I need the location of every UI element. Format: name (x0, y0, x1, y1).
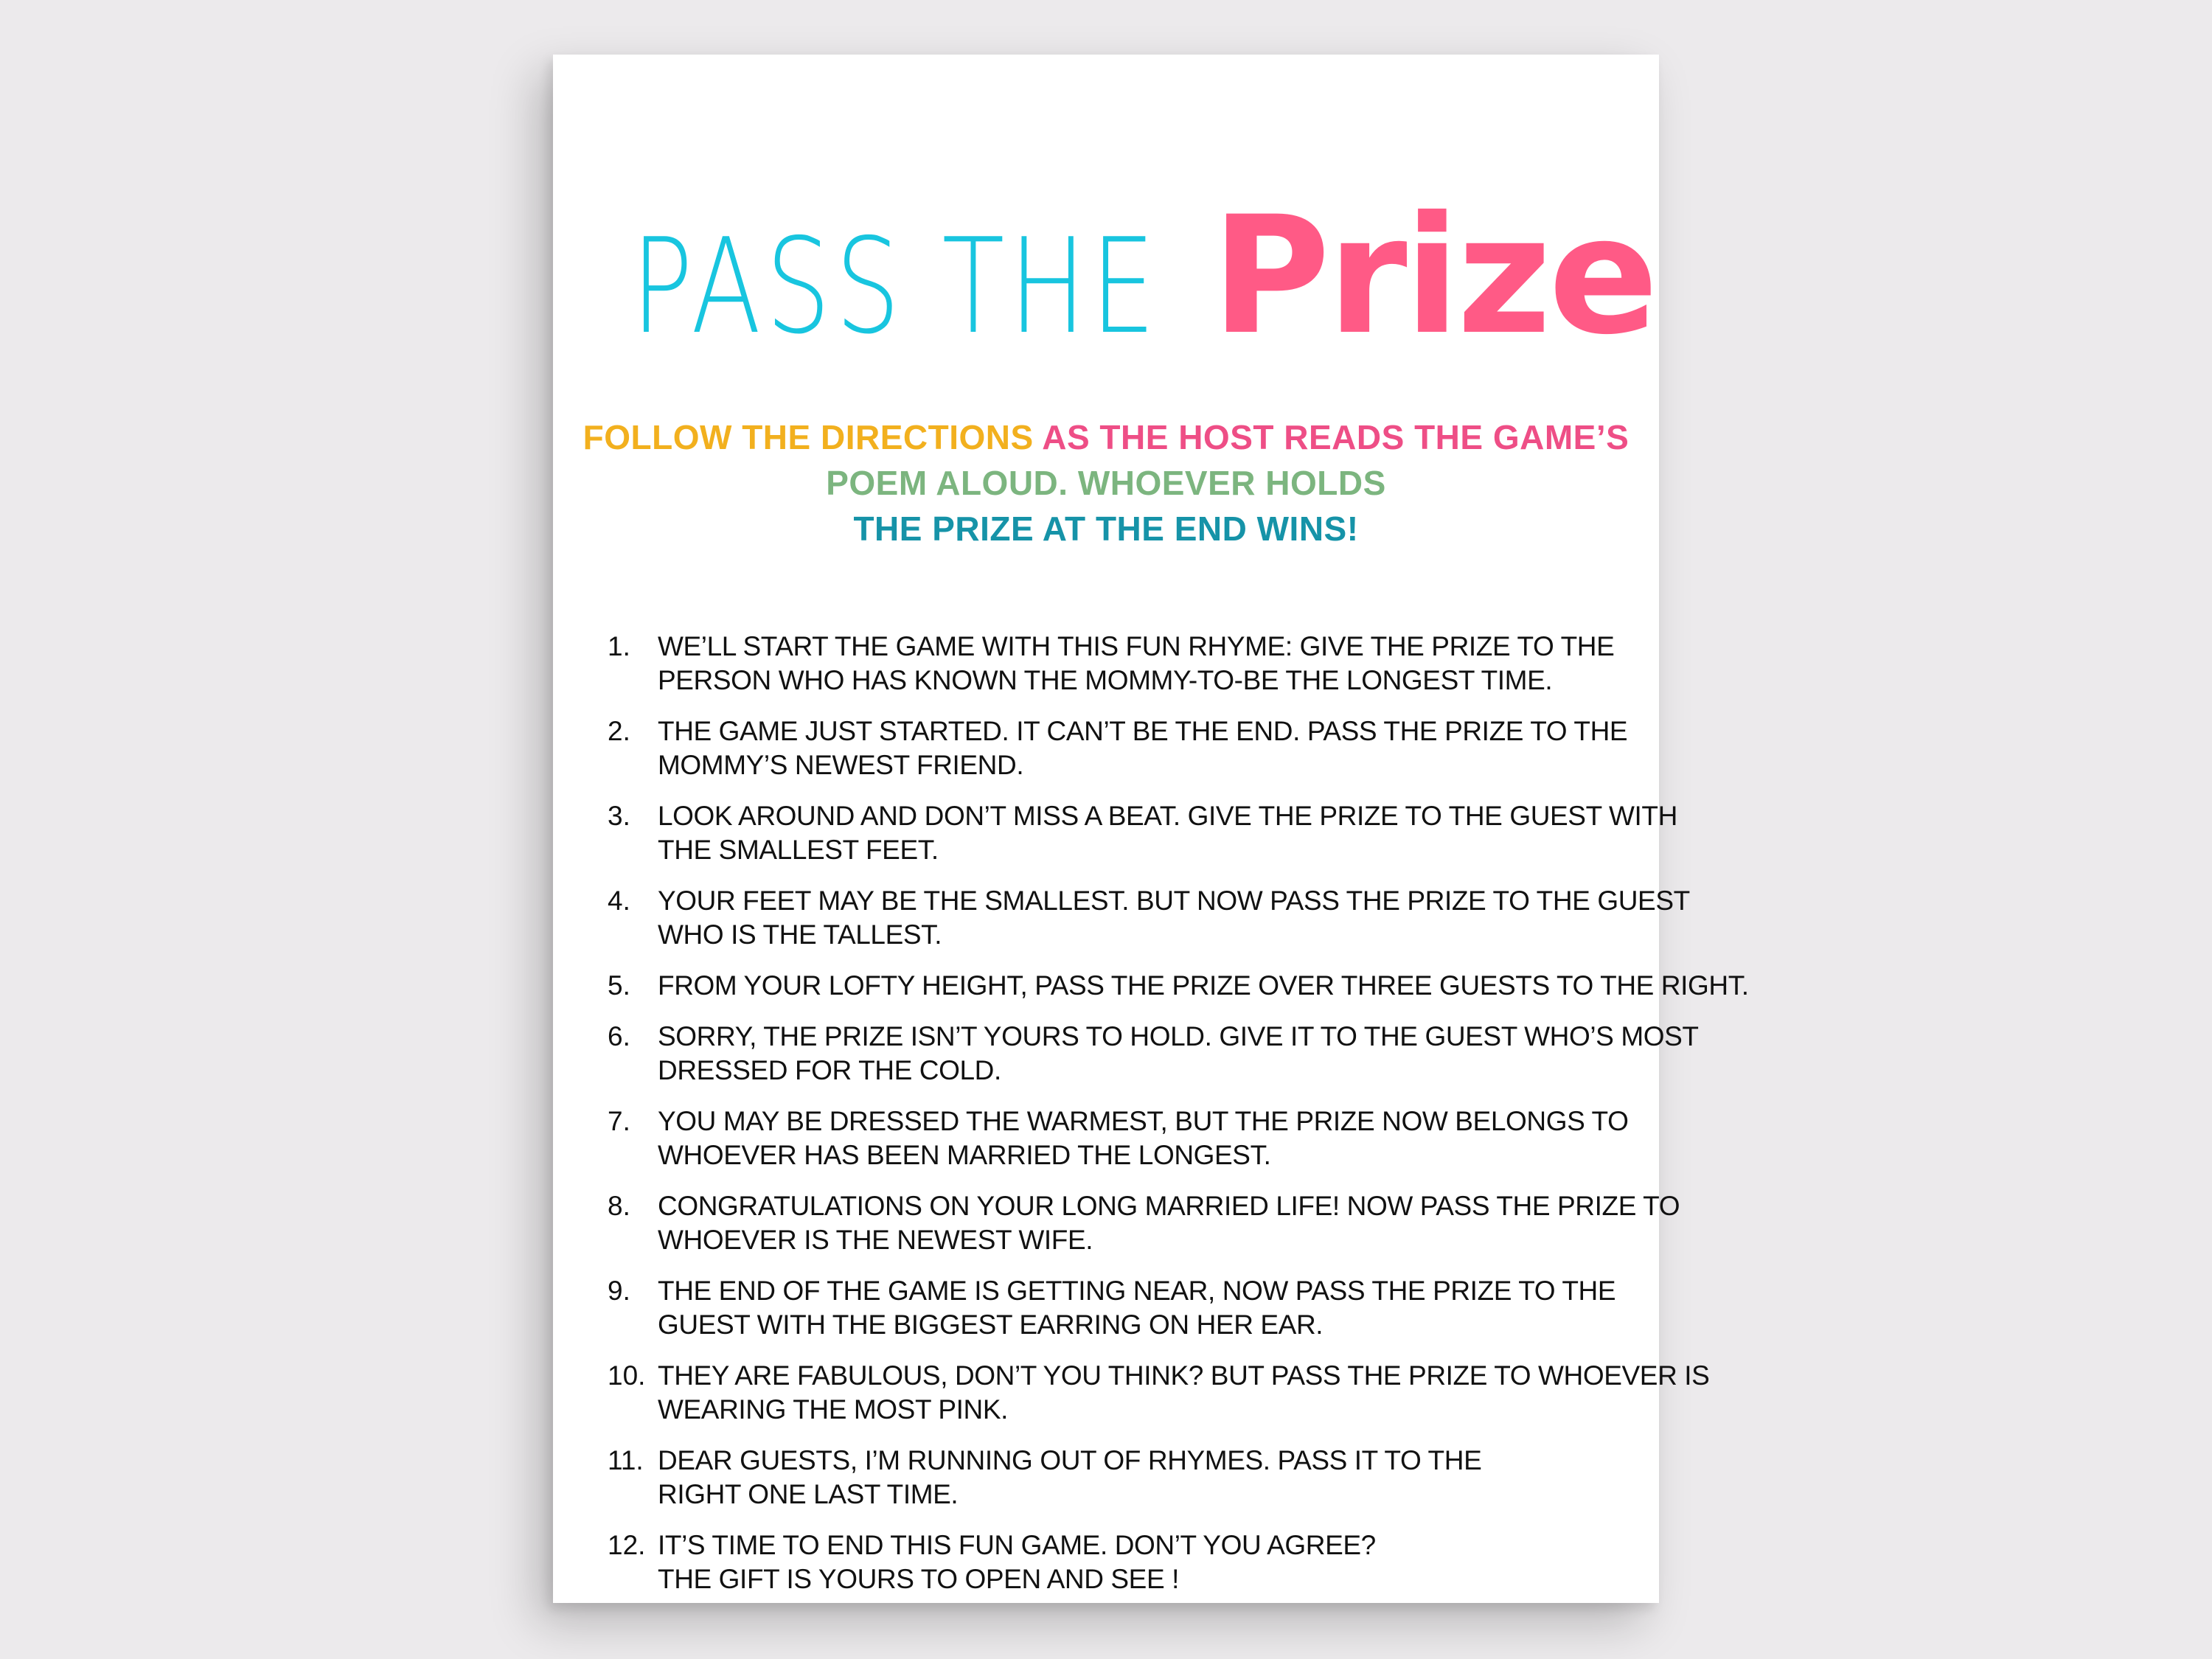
instructions-host-reads: AS THE HOST READS THE GAME’S (1042, 418, 1630, 456)
item-number: 2. (608, 716, 630, 746)
list-item (608, 1528, 1640, 1596)
item-text (658, 1359, 1709, 1427)
title-prize: Prize (1211, 181, 1656, 370)
list-item (608, 1444, 1640, 1512)
title-pass-the: PASS THE (630, 210, 1160, 363)
item-text (658, 1105, 1640, 1172)
list-item (608, 714, 1640, 782)
item-text (658, 1189, 1680, 1257)
item-number: 11. (608, 1445, 644, 1475)
game-instructions (582, 414, 1630, 552)
item-line-1: CONGRATULATIONS ON YOUR LONG MARRIED LIFE! NOW PASS THE PRIZE TO (658, 1191, 1680, 1221)
item-text (658, 714, 1640, 782)
list-item (608, 630, 1640, 698)
item-line-2: WHO IS THE TALLEST. (658, 919, 942, 950)
item-line-2: WHOEVER IS THE NEWEST WIFE. (658, 1225, 1093, 1255)
item-line-2: PERSON WHO HAS KNOWN THE MOMMY-TO-BE THE LONGEST TIME. (658, 665, 1553, 695)
item-line-2: MOMMY’S NEWEST FRIEND. (658, 750, 1024, 780)
item-text (658, 630, 1640, 698)
item-line-1: THE END OF THE GAME IS GETTING NEAR, NOW PASS THE PRIZE TO THE (658, 1276, 1616, 1306)
item-text (658, 884, 1690, 952)
instructions-poem-aloud: POEM ALOUD. WHOEVER HOLDS (826, 464, 1386, 502)
list-item (608, 799, 1677, 867)
list-item (608, 1189, 1680, 1257)
item-text (658, 799, 1677, 867)
item-line-2: THE SMALLEST FEET. (658, 835, 939, 865)
item-line-2: RIGHT ONE LAST TIME. (658, 1479, 959, 1509)
rhyme-list (608, 630, 1749, 1613)
item-line-1: IT’S TIME TO END THIS FUN GAME. DON’T YOU AGREE? (658, 1530, 1376, 1560)
instructions-follow-directions: FOLLOW THE DIRECTIONS (582, 418, 1034, 456)
item-line-1: THEY ARE FABULOUS, DON’T YOU THINK? BUT PASS THE PRIZE TO WHOEVER IS (658, 1360, 1710, 1391)
instructions-line-1 (582, 414, 1630, 460)
item-number: 8. (608, 1191, 630, 1221)
item-number: 9. (608, 1276, 630, 1306)
item-number: 1. (608, 631, 630, 661)
item-text (658, 969, 1749, 1003)
game-title (553, 181, 1659, 370)
item-text (658, 1020, 1699, 1088)
item-text (658, 1444, 1640, 1512)
item-number: 7. (608, 1106, 630, 1136)
item-line-2: DRESSED FOR THE COLD. (658, 1055, 1001, 1085)
instructions-line-2 (582, 460, 1630, 552)
item-number: 12. (608, 1530, 646, 1560)
item-line-1: THE GAME JUST STARTED. IT CAN’T BE THE END. PASS THE PRIZE TO THE (658, 716, 1628, 746)
list-item (608, 884, 1690, 952)
instructions-prize-wins: THE PRIZE AT THE END WINS! (853, 509, 1359, 548)
list-item (608, 1359, 1710, 1427)
item-number: 6. (608, 1021, 630, 1051)
item-number: 3. (608, 801, 630, 831)
list-item (608, 1105, 1640, 1172)
item-line-1: YOUR FEET MAY BE THE SMALLEST. BUT NOW PASS THE PRIZE TO THE GUEST (658, 886, 1690, 916)
item-line-2: WEARING THE MOST PINK. (658, 1394, 1009, 1425)
item-line-1: FROM YOUR LOFTY HEIGHT, PASS THE PRIZE OVER THREE GUESTS TO THE RIGHT. (658, 970, 1749, 1001)
game-card (553, 55, 1749, 1603)
item-text (658, 1528, 1640, 1596)
item-number: 5. (608, 970, 630, 1001)
item-number: 10. (608, 1360, 646, 1391)
item-line-1: DEAR GUESTS, I’M RUNNING OUT OF RHYMES. PASS IT TO THE (658, 1445, 1482, 1475)
item-line-2: GUEST WITH THE BIGGEST EARRING ON HER EAR. (658, 1310, 1324, 1340)
item-number: 4. (608, 886, 630, 916)
item-line-2: THE GIFT IS YOURS TO OPEN AND SEE ! (658, 1564, 1179, 1594)
list-item (608, 1274, 1640, 1342)
item-line-1: YOU MAY BE DRESSED THE WARMEST, BUT THE PRIZE NOW BELONGS TO (658, 1106, 1629, 1136)
list-item (608, 969, 1749, 1003)
item-line-1: LOOK AROUND AND DON’T MISS A BEAT. GIVE THE PRIZE TO THE GUEST WITH (658, 801, 1677, 831)
item-line-2: WHOEVER HAS BEEN MARRIED THE LONGEST. (658, 1140, 1271, 1170)
item-text (658, 1274, 1640, 1342)
item-line-1: SORRY, THE PRIZE ISN’T YOURS TO HOLD. GIVE IT TO THE GUEST WHO’S MOST (658, 1021, 1699, 1051)
item-line-1: WE’LL START THE GAME WITH THIS FUN RHYME: GIVE THE PRIZE TO THE (658, 631, 1615, 661)
list-item (608, 1020, 1699, 1088)
